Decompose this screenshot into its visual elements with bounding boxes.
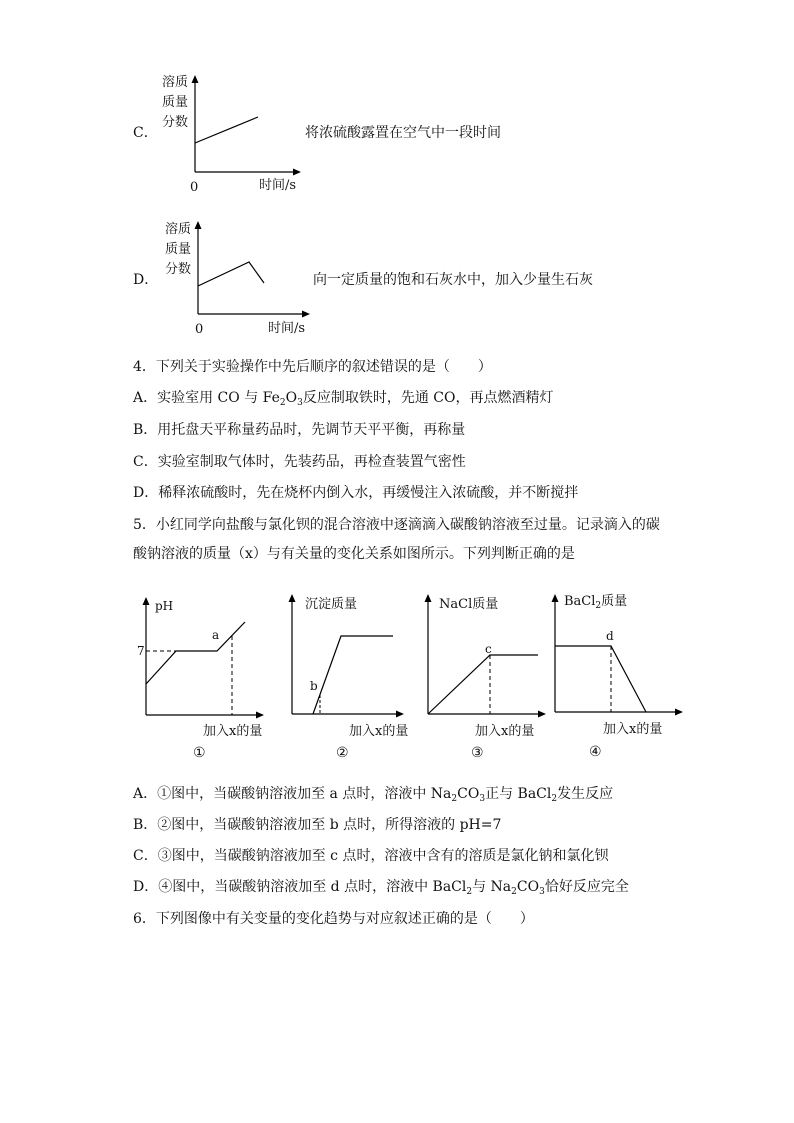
g2-number: ② [336, 745, 349, 761]
q6-stem: 6．下列图像中有关变量的变化趋势与对应叙述正确的是（ ） [133, 911, 534, 927]
g4-xlabel: 加入x的量 [603, 722, 663, 737]
option-d-line [198, 262, 264, 286]
option-d-y-arrow [195, 221, 202, 229]
g1-x-arrow [256, 712, 264, 719]
option-c-ylabel-3: 分数 [162, 115, 189, 130]
g1-xlabel: 加入x的量 [203, 724, 263, 739]
option-c-letter: C． [133, 125, 158, 141]
g1-curve [146, 622, 245, 684]
g2-x-arrow [396, 711, 404, 718]
option-c-origin: 0 [190, 180, 199, 195]
q4-option-b: B．用托盘天平称量药品时，先调节天平平衡，再称量 [133, 422, 466, 438]
g1-y-arrow [143, 597, 150, 605]
g2-point-b: b [310, 679, 318, 693]
option-d-ylabel-3: 分数 [165, 262, 192, 277]
g4-ylabel: BaCl$_2$质量 [564, 594, 628, 611]
option-d-origin: 0 [195, 322, 204, 337]
option-c-y-arrow [192, 75, 199, 83]
g3-xlabel: 加入x的量 [475, 724, 535, 739]
q5-stem-line-1: 5．小红同学向盐酸与氯化钡的混合溶液中逐滴滴入碳酸钠溶液至过量。记录滴入的碳 [133, 517, 660, 533]
g4-number: ④ [589, 744, 602, 760]
g2-y-arrow [289, 594, 296, 602]
q5-stem-line-2: 酸钠溶液的质量（x）与有关量的变化关系如图所示。下列判断正确的是 [133, 546, 575, 562]
g1-ylabel: pH [155, 599, 174, 613]
g3-ylabel: NaCl质量 [439, 597, 499, 612]
q5-option-a: A．①图中，当碳酸钠溶液加至 a 点时，溶液中 $Na_2CO_3$正与 BaCl$_2$发生反应 [133, 786, 614, 804]
q5-option-d: D．④图中，当碳酸钠溶液加至 d 点时，溶液中 BaCl$_2$与 $Na_2CO_3$恰好反应完全 [133, 879, 629, 897]
g2-xlabel: 加入x的量 [349, 724, 409, 739]
option-d-ylabel-1: 溶质 [165, 222, 192, 237]
g3-y-arrow [425, 594, 432, 602]
option-c-ylabel-2: 质量 [162, 95, 189, 110]
g4-point-d: d [606, 629, 614, 643]
g1-tick-7: 7 [137, 644, 145, 658]
option-d-xlabel: 时间/s [268, 321, 306, 336]
option-d-ylabel-2: 质量 [165, 242, 192, 257]
option-c-desc: 将浓硫酸露置在空气中一段时间 [305, 125, 501, 141]
g4-y-arrow [552, 594, 559, 602]
g3-point-c: c [485, 642, 492, 656]
q4-stem: 4．下列关于实验操作中先后顺序的叙述错误的是（ ） [133, 359, 492, 375]
q4-option-d: D．稀释浓硫酸时，先在烧杯内倒入水，再缓慢注入浓硫酸，并不断搅拌 [133, 485, 579, 501]
g3-curve [428, 655, 538, 714]
g4-curve [555, 646, 646, 712]
q5-option-c: C．③图中，当碳酸钠溶液加至 c 点时，溶液中含有的溶质是氯化钠和氯化钡 [133, 848, 609, 864]
option-c-x-arrow [293, 169, 301, 176]
q5-option-b: B．②图中，当碳酸钠溶液加至 b 点时，所得溶液的 pH=7 [133, 817, 502, 833]
g4-x-arrow [675, 709, 683, 716]
g3-x-arrow [538, 711, 546, 718]
q4-option-c: C．实验室制取气体时，先装药品，再检查装置气密性 [133, 454, 466, 470]
option-c-line [195, 117, 258, 143]
g2-curve [313, 636, 393, 714]
g3-number: ③ [471, 745, 484, 761]
option-c-xlabel: 时间/s [259, 178, 297, 193]
g1-number: ① [193, 745, 206, 761]
option-c-ylabel-1: 溶质 [162, 75, 189, 90]
g2-ylabel: 沉淀质量 [305, 597, 358, 612]
option-d-desc: 向一定质量的饱和石灰水中，加入少量生石灰 [313, 272, 593, 288]
q4-option-a: A．实验室用 CO 与 $Fe_2O_3$反应制取铁时，先通 CO，再点燃酒精灯 [133, 390, 554, 408]
option-d-x-arrow [302, 311, 310, 318]
option-d-letter: D． [133, 272, 159, 288]
g1-point-a: a [212, 628, 220, 642]
